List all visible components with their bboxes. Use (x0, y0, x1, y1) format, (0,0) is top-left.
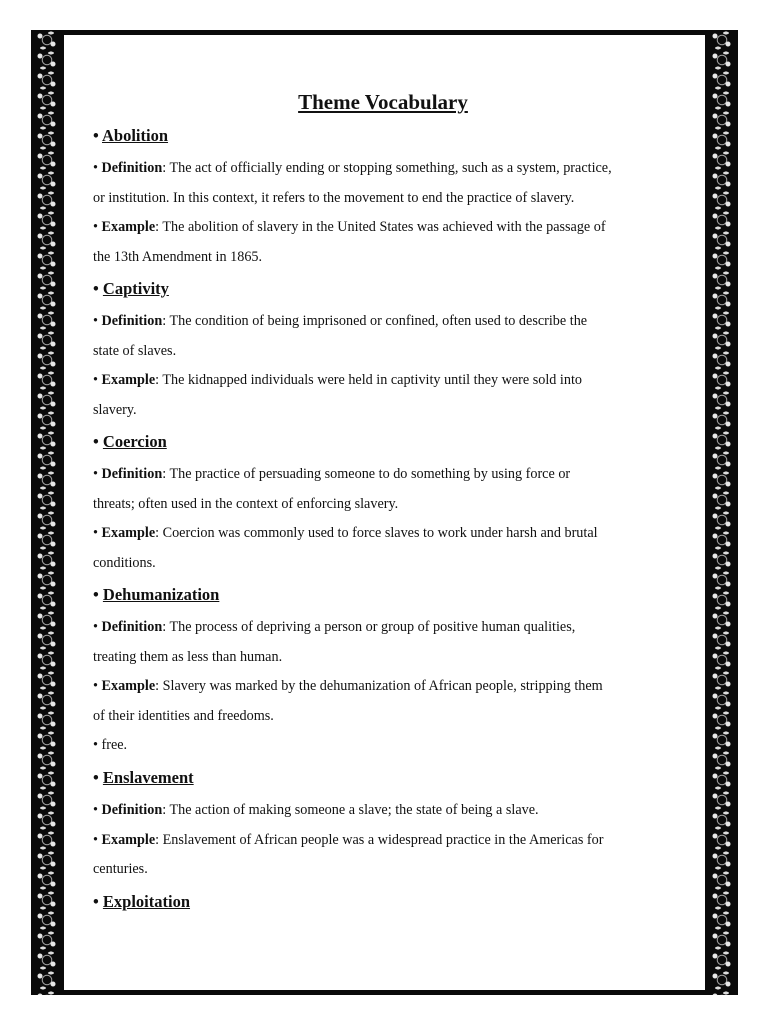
decorative-page-border (31, 30, 738, 995)
vocab-entry-exploitation (93, 892, 673, 912)
page-title: Theme Vocabulary (298, 90, 468, 114)
example-line: • Example: Coercion was commonly used to force slaves to work under harsh and brutal (93, 525, 598, 541)
vocab-entry-enslavement (93, 768, 673, 885)
definition-continuation: state of slaves. (93, 342, 177, 359)
example-continuation: centuries. (93, 861, 148, 877)
term-heading: • Exploitation (93, 892, 191, 911)
term-heading: • Dehumanization (93, 585, 220, 604)
term-heading: • Enslavement (93, 768, 194, 787)
example-continuation: of their identities and freedoms. (93, 707, 274, 724)
definition-line: • Definition: The act of officially ending or stopping something, such as a system, practice, (93, 160, 612, 176)
example-line: • Example: Enslavement of African people was a widespread practice in the Americas for (93, 831, 604, 848)
example-line: • Example: The abolition of slavery in the United States was achieved with the passage of (93, 219, 606, 235)
definition-line: • Definition: The condition of being imprisoned or confined, often used to describe the (93, 313, 588, 329)
vocab-entry-abolition (93, 126, 673, 272)
definition-line: • Definition: The practice of persuading someone to do something by using force or (93, 466, 571, 482)
vocab-entry-dehumanization (93, 585, 673, 761)
extra-bullet-line: • free. (93, 737, 128, 753)
example-continuation: slavery. (93, 401, 137, 418)
definition-continuation: treating them as less than human. (93, 648, 283, 665)
left-ornament-border (33, 30, 61, 995)
term-heading: • Abolition (93, 126, 169, 145)
example-continuation: conditions. (93, 554, 156, 571)
term-heading: • Coercion (93, 432, 167, 451)
right-ornament-border (708, 30, 736, 995)
vocab-entry-coercion (93, 432, 673, 578)
example-continuation: the 13th Amendment in 1865. (93, 248, 263, 265)
definition-line: • Definition: The process of depriving a person or group of positive human qualities, (93, 619, 576, 635)
example-line: • Example: The kidnapped individuals were held in captivity until they were sold into (93, 372, 582, 388)
definition-continuation: or institution. In this context, it refers to the movement to end the practice of slavery. (93, 189, 575, 206)
example-line: • Example: Slavery was marked by the dehumanization of African people, stripping them (93, 678, 603, 694)
document-page (64, 35, 705, 990)
definition-line: • Definition: The action of making someone a slave; the state of being a slave. (93, 802, 539, 818)
term-heading: • Captivity (93, 279, 169, 298)
definition-continuation: threats; often used in the context of enforcing slavery. (93, 495, 399, 512)
vocab-entry-captivity (93, 279, 673, 425)
